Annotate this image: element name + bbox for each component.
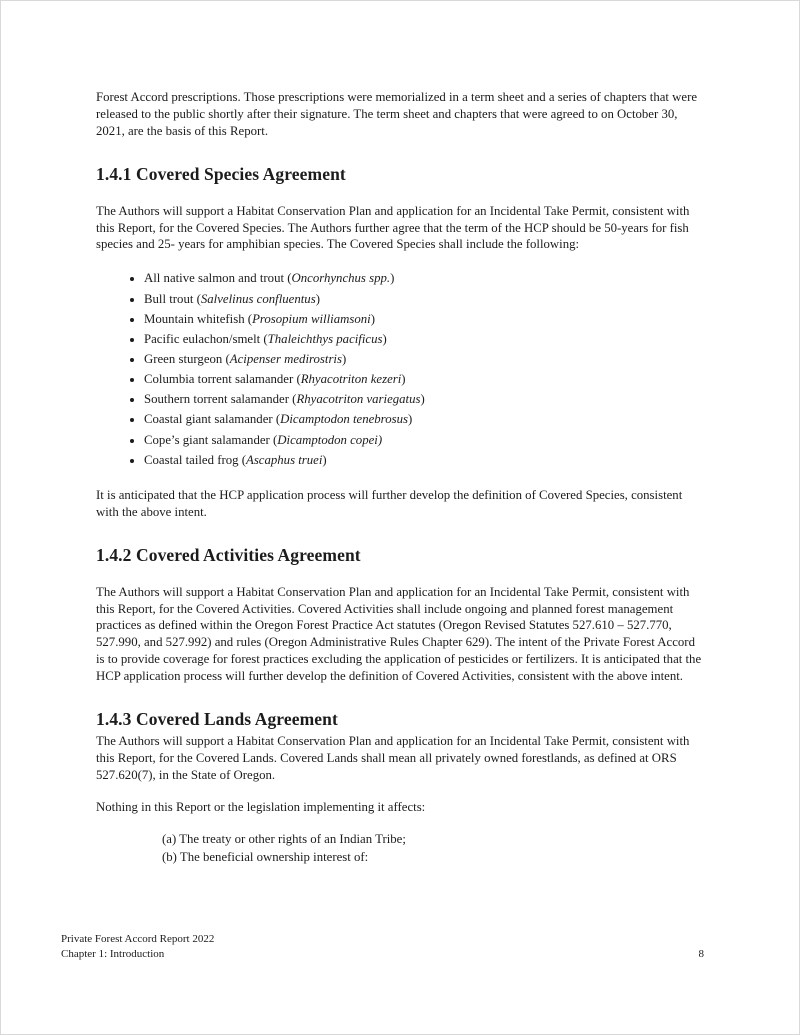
footer-left [61, 932, 214, 962]
page-content [1, 1, 799, 866]
section-heading-1-4-3: 1.4.3 Covered Lands Agreement [96, 709, 338, 730]
species-list-item: • Coastal giant salamander (Dicamptodon tenebrosus) [144, 410, 704, 428]
affects-line: Nothing in this Report or the legislation implementing it affects: [96, 799, 426, 814]
footer-report-title: Private Forest Accord Report 2022 [61, 933, 215, 946]
species-list-item: • Bull trout (Salvelinus confluentus) [144, 290, 704, 308]
species-list-item: • Cope’s giant salamander (Dicamptodon copei) [144, 431, 704, 449]
page-footer [61, 932, 704, 962]
sub-items [162, 831, 704, 867]
covered-species-list [124, 269, 704, 469]
intro-paragraph: Forest Accord prescriptions. Those prescriptions were memorialized in a term sheet and a series of chapters that were released to the public shortly after their signature. The term sheet and chapters that were agreed to on October 30, 2021, are the basis of this Report. [96, 90, 698, 138]
page-number: 8 [698, 948, 704, 961]
sub-item-b: (b) The beneficial ownership interest of: [162, 849, 369, 864]
sub-item-a: (a) The treaty or other rights of an Indian Tribe; [162, 831, 406, 846]
section-1-4-1-paragraph: The Authors will support a Habitat Conservation Plan and application for an Incidental Take Permit, consistent with this Report, for the Covered Species. The Authors further agree that the term of the HCP should be 50-years for fish species and 25- years for amphibian species. The Covered Species shall include the following: [96, 203, 690, 252]
section-1-4-3-paragraph: The Authors will support a Habitat Conservation Plan and application for an Incidental Take Permit, consistent with this Report, for the Covered Lands. Covered Lands shall mean all privately owned forestlands, as defined at ORS 527.620(7), in the State of Oregon. [96, 734, 690, 782]
species-list-item: • Columbia torrent salamander (Rhyacotriton kezeri) [144, 370, 704, 388]
section-1-4-2-paragraph: The Authors will support a Habitat Conservation Plan and application for an Incidental Take Permit, consistent with this Report, for the Covered Activities. Covered Activities shall include ongoing and planned forest management practices as defined within the Oregon Forest Practice Act statutes (Oregon Revised Statutes 527.610 – 527.770, 527.990, and 527.992) and rules (Oregon Administrative Rules Chapter 629). The intent of the Private Forest Accord is to provide coverage for forest practices excluding the application of pesticides or fertilizers. It is anticipated that the HCP application process will further develop the definition of Covered Activities, consistent with the above intent. [96, 584, 702, 684]
footer-chapter: Chapter 1: Introduction [61, 948, 165, 961]
section-1-4-1-closing-paragraph: It is anticipated that the HCP application process will further develop the definition of Covered Species, consistent with the above intent. [96, 487, 683, 519]
species-list-item: • Southern torrent salamander (Rhyacotriton variegatus) [144, 390, 704, 408]
species-list-item: • Pacific eulachon/smelt (Thaleichthys pacificus) [144, 330, 704, 348]
species-list-item: • Coastal tailed frog (Ascaphus truei) [144, 451, 704, 469]
section-heading-1-4-1: 1.4.1 Covered Species Agreement [96, 163, 346, 184]
species-list-item: • Mountain whitefish (Prosopium williamsoni) [144, 310, 704, 328]
section-heading-1-4-2: 1.4.2 Covered Activities Agreement [96, 544, 361, 565]
species-list-item: • Green sturgeon (Acipenser medirostris) [144, 350, 704, 368]
species-list-item: • All native salmon and trout (Oncorhynchus spp.) [144, 269, 704, 287]
